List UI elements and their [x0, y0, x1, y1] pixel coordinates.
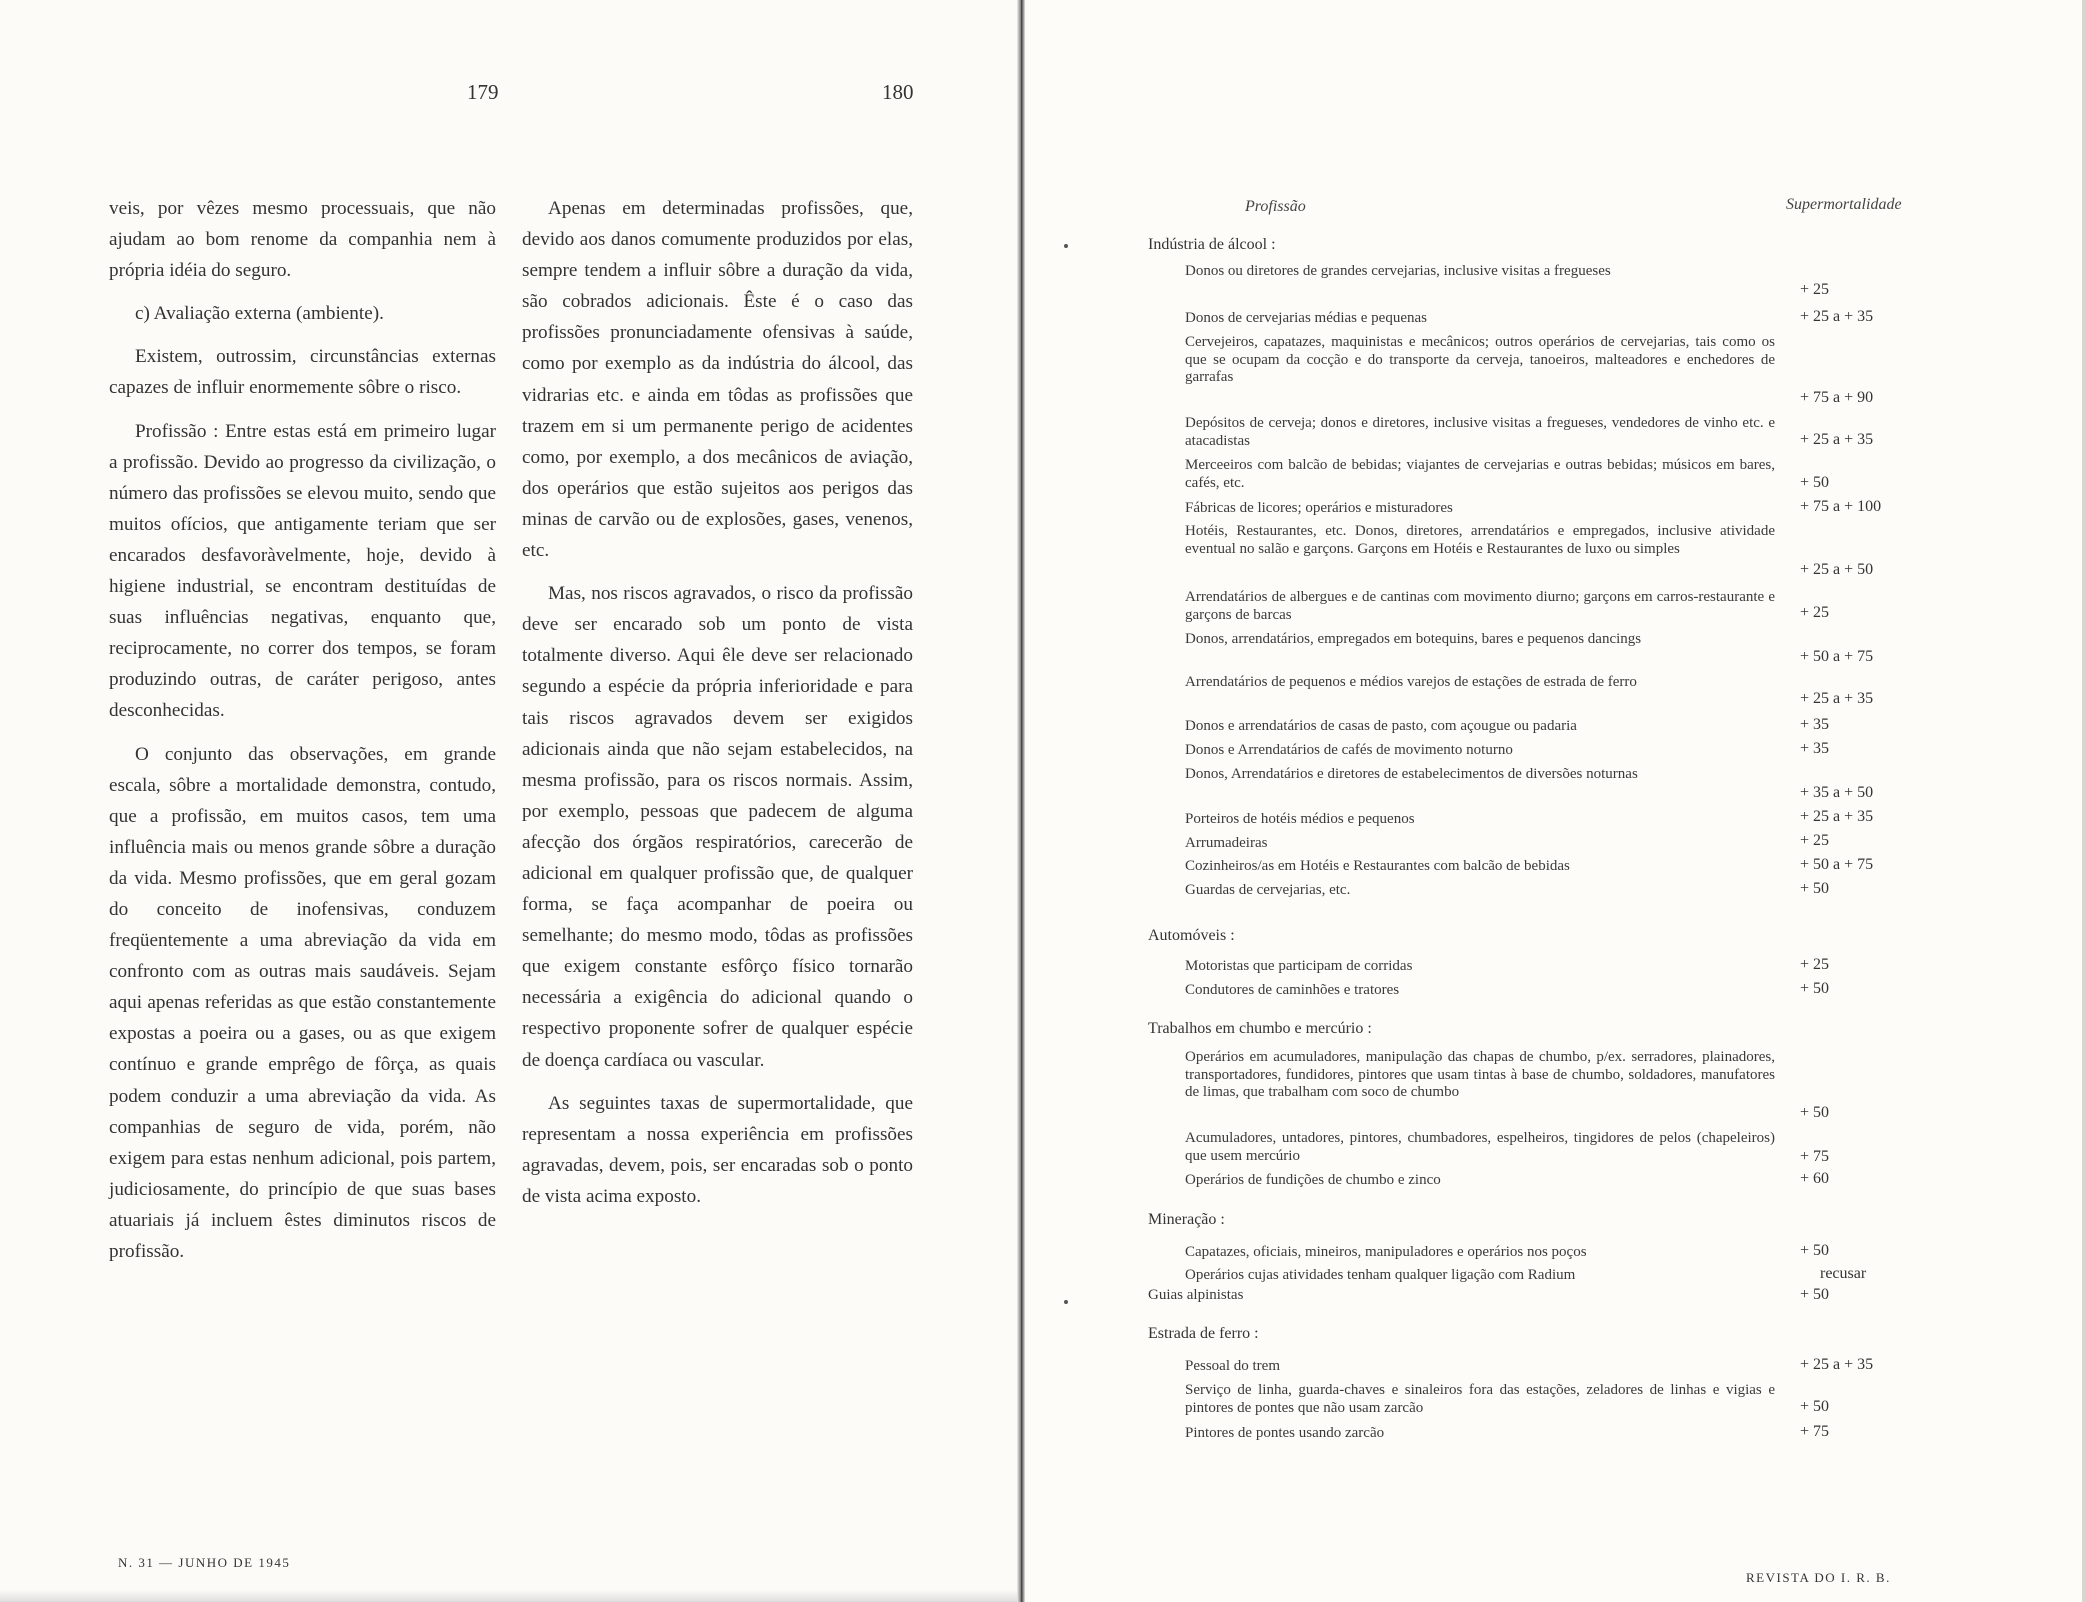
- page-bottom-shadow: [0, 1590, 1017, 1602]
- table-row-text: Motoristas que participam de corridas: [1185, 958, 1413, 974]
- paragraph: Existem, outrossim, circunstâncias externas capazes de influir enormemente sôbre o risco.: [109, 346, 496, 399]
- text-column-1: [109, 193, 496, 1267]
- section-heading: c) Avaliação externa (ambiente).: [135, 303, 384, 325]
- table-row-rate: + 25: [1800, 604, 1830, 621]
- table-row-text: Condutores de caminhões e tratores: [1185, 982, 1400, 998]
- margin-mark: [1064, 1300, 1068, 1304]
- footer-issue: N. 31 — JUNHO DE 1945: [118, 1555, 291, 1570]
- table-row-text: Operários cujas atividades tenham qualquer ligação com Radium: [1185, 1267, 1576, 1283]
- table-row-rate: + 25 a + 35: [1800, 431, 1874, 448]
- table-row-rate: + 75 a + 100: [1800, 498, 1882, 515]
- table-row-text: Guardas de cervejarias, etc.: [1185, 882, 1351, 898]
- table-row-rate: + 25 a + 50: [1800, 561, 1874, 578]
- table-row-rate: + 60: [1800, 1170, 1830, 1187]
- footer-journal: REVISTA DO I. R. B.: [1746, 1570, 1891, 1585]
- table-row-rate: + 50: [1800, 1286, 1830, 1303]
- table-row-rate: + 25 a + 35: [1800, 308, 1874, 325]
- table-row-rate: + 50: [1800, 1242, 1830, 1259]
- table-row-text: Operários em acumuladores, manipulação das chapas de chumbo, p/ex. serradores, plainadores, transportadores, fundidores, pintores que usam tintas à base de chumbo, soldadores, manufatores de limas, que trabalham com soco de chumbo: [1185, 1049, 1775, 1100]
- table-row-text: Donos e arrendatários de casas de pasto, com açougue ou padaria: [1185, 718, 1577, 734]
- page-number-179: 179: [467, 80, 499, 104]
- section-title: Estrada de ferro :: [1148, 1325, 1259, 1342]
- table-row-rate: + 50: [1800, 1398, 1830, 1415]
- table-row-rate: + 25 a + 35: [1800, 690, 1874, 707]
- table-row-rate: + 75: [1800, 1423, 1830, 1440]
- section-title: Mineração :: [1148, 1211, 1225, 1228]
- table-row-text: Arrendatários de pequenos e médios varejos de estações de estrada de ferro: [1185, 674, 1637, 690]
- table-row-rate: recusar: [1820, 1265, 1867, 1282]
- table-row-text: Porteiros de hotéis médios e pequenos: [1185, 811, 1415, 827]
- table-row-text: Operários de fundições de chumbo e zinco: [1185, 1172, 1441, 1188]
- paragraph: Profissão : Entre estas está em primeiro lugar a profissão. Devido ao progresso da civilização, o número das profissões se elevou muito, sendo que muitos ofícios, que antigamente teriam que ser encarados desfavoràvelmente, hoje, devido à higiene industrial, se encontram destituídas de suas influências negativas, enquanto que, reciprocamente, no correr dos tempos, se foram produzindo outras, de caráter perigoso, antes desconhecidas.: [109, 420, 496, 722]
- paragraph: veis, por vêzes mesmo processuais, que não ajudam ao bom renome da companhia nem à própria idéia do seguro.: [109, 198, 496, 282]
- table-row-text: Pintores de pontes usando zarcão: [1185, 1425, 1385, 1441]
- table-row-rate: + 35: [1800, 716, 1830, 733]
- paragraph: As seguintes taxas de supermortalidade, que representam a nossa experiência em profissões agravadas, devem, pois, ser encaradas sob o ponto de vista acima exposto.: [522, 1092, 913, 1207]
- paragraph: O conjunto das observações, em grande escala, sôbre a mortalidade demonstra, contudo, que a profissão, em muitos casos, tem uma influência mais ou menos grande sôbre a duração da vida. Mesmo profissões, que em geral gozam do conceito de inofensivas, conduzem freqüentemente a uma abreviação da vida em confronto com as outras mais saudáveis. Sejam aqui apenas referidas as que estão constantemente expostas a poeira ou a gases, ou as que exigem contínuo e grande emprêgo de fôrça, as quais podem conduzir a uma abreviação da vida. As companhias de seguro de vida, porém, não exigem para estas nenhum adicional, pois partem, judiciosamente, do princípio de que suas bases atuariais já incluem êstes diminutos riscos de profissão.: [109, 743, 496, 1262]
- page-number-180: 180: [882, 80, 914, 104]
- table-row-text: Capatazes, oficiais, mineiros, manipuladores e operários nos poços: [1185, 1244, 1587, 1260]
- table-row-rate: + 35: [1800, 740, 1830, 757]
- table-row-rate: + 25: [1800, 832, 1830, 849]
- table-row-text: Arrumadeiras: [1185, 835, 1268, 851]
- table-row-rate: + 25: [1800, 281, 1830, 298]
- table-row-rate: + 35 a + 50: [1800, 784, 1874, 801]
- paragraph: Apenas em determinadas profissões, que, devido aos danos comumente produzidos por elas, sempre tendem a influir sôbre a duração da vida, são cobrados adicionais. Êste é o caso das profissões pronunciadamente ofensivas à saúde, como por exemplo as da indústria do álcool, das vidrarias etc. e ainda em tôdas as profissões que trazem em si um permanente perigo de acidentes como, por exemplo, a dos mecânicos de aviação, dos operários que estão sujeitos aos perigos das minas de carvão ou de explosões, gases, venenos, etc.: [522, 198, 913, 562]
- table-row-text: Donos, arrendatários, empregados em botequins, bares e pequenos dancings: [1185, 631, 1642, 647]
- table-row-text: Pessoal do trem: [1185, 1358, 1280, 1374]
- table-row-text: Cozinheiros/as em Hotéis e Restaurantes com balcão de bebidas: [1185, 858, 1570, 874]
- section-title: Automóveis :: [1148, 927, 1235, 944]
- table-row-rate: + 25 a + 35: [1800, 1356, 1874, 1373]
- table-row-rate: + 50 a + 75: [1800, 856, 1874, 873]
- table-row-text: Acumuladores, untadores, pintores, chumbadores, espelheiros, tingidores de pelos (chapeleiros) que usem mercúrio: [1185, 1130, 1775, 1164]
- table-row-text: Donos de cervejarias médias e pequenas: [1185, 310, 1427, 326]
- section-title: Trabalhos em chumbo e mercúrio :: [1148, 1020, 1372, 1037]
- paragraph: Mas, nos riscos agravados, o risco da profissão deve ser encarado sob um ponto de vista totalmente diverso. Aqui êle deve ser relacionado segundo a espécie da própria inferioridade e para tais riscos agravados devem ser exigidos adicionais ainda que não sejam estabelecidos, na mesma profissão, para os riscos normais. Assim, por exemplo, pessoas que padecem de alguma afecção dos órgãos respiratórios, carecerão de adicional em qualquer profissão que, de qualquer forma, se faça acompanhar de poeira ou semelhante; do mesmo modo, tôdas as profissões que exigem constante esfôrço físico tornarão necessária a exigência do adicional quando o respectivo proponente sofrer de qualquer espécie de doença cardíaca ou vascular.: [522, 583, 913, 1071]
- margin-mark: [1064, 244, 1068, 248]
- table-row-rate: + 25: [1800, 956, 1830, 973]
- table-row-text: Donos e Arrendatários de cafés de movimento noturno: [1185, 742, 1513, 758]
- table-row-rate: + 50: [1800, 1104, 1830, 1121]
- table-header-profession: Profissão: [1245, 198, 1306, 215]
- table-row-rate: + 50: [1800, 880, 1830, 897]
- table-row-text: Hotéis, Restaurantes, etc. Donos, diretores, arrendatários e empregados, inclusive atividade eventual no salão e garçons. Garçons em Hotéis e Restaurantes de luxo ou simples: [1185, 523, 1775, 557]
- table-row-rate: + 50: [1800, 474, 1830, 491]
- table-row-text: Cervejeiros, capatazes, maquinistas e mecânicos; outros operários de cervejarias, tais como os que se ocupam da cocção e do transporte da cerveja, tanoeiros, malteadores e enchedores de garrafas: [1185, 334, 1775, 385]
- table-row-rate: + 50 a + 75: [1800, 648, 1874, 665]
- table-row-text: Depósitos de cerveja; donos e diretores, inclusive visitas a fregueses, vendedores de vinho etc. e atacadistas: [1185, 415, 1775, 449]
- table-row-rate: + 25 a + 35: [1800, 808, 1874, 825]
- table-row-text: Donos ou diretores de grandes cervejarias, inclusive visitas a fregueses: [1185, 263, 1611, 279]
- table-row-text: Donos, Arrendatários e diretores de estabelecimentos de diversões noturnas: [1185, 766, 1638, 782]
- table-header-rate: Supermortalidade: [1786, 196, 1902, 213]
- table-row-rate: + 75: [1800, 1148, 1830, 1165]
- table-row-text: Merceeiros com balcão de bebidas; viajantes de cervejarias e outras bebidas; músicos em bares, cafés, etc.: [1185, 457, 1775, 491]
- table-row-text: Guias alpinistas: [1148, 1287, 1244, 1303]
- text-column-2: [522, 193, 913, 1212]
- table-row-rate: + 75 a + 90: [1800, 389, 1874, 406]
- table-row-text: Arrendatários de albergues e de cantinas com movimento diurno; garçons em carros-restaurante e garçons de barcas: [1185, 589, 1775, 623]
- book-gutter: [1017, 0, 1025, 1602]
- table-row-text: Serviço de linha, guarda-chaves e sinaleiros fora das estações, zeladores de linhas e vigias e pintores de pontes que não usam zarcão: [1185, 1382, 1775, 1416]
- section-title: Indústria de álcool :: [1148, 236, 1276, 253]
- table-row-rate: + 50: [1800, 980, 1830, 997]
- table-row-text: Fábricas de licores; operários e misturadores: [1185, 500, 1453, 516]
